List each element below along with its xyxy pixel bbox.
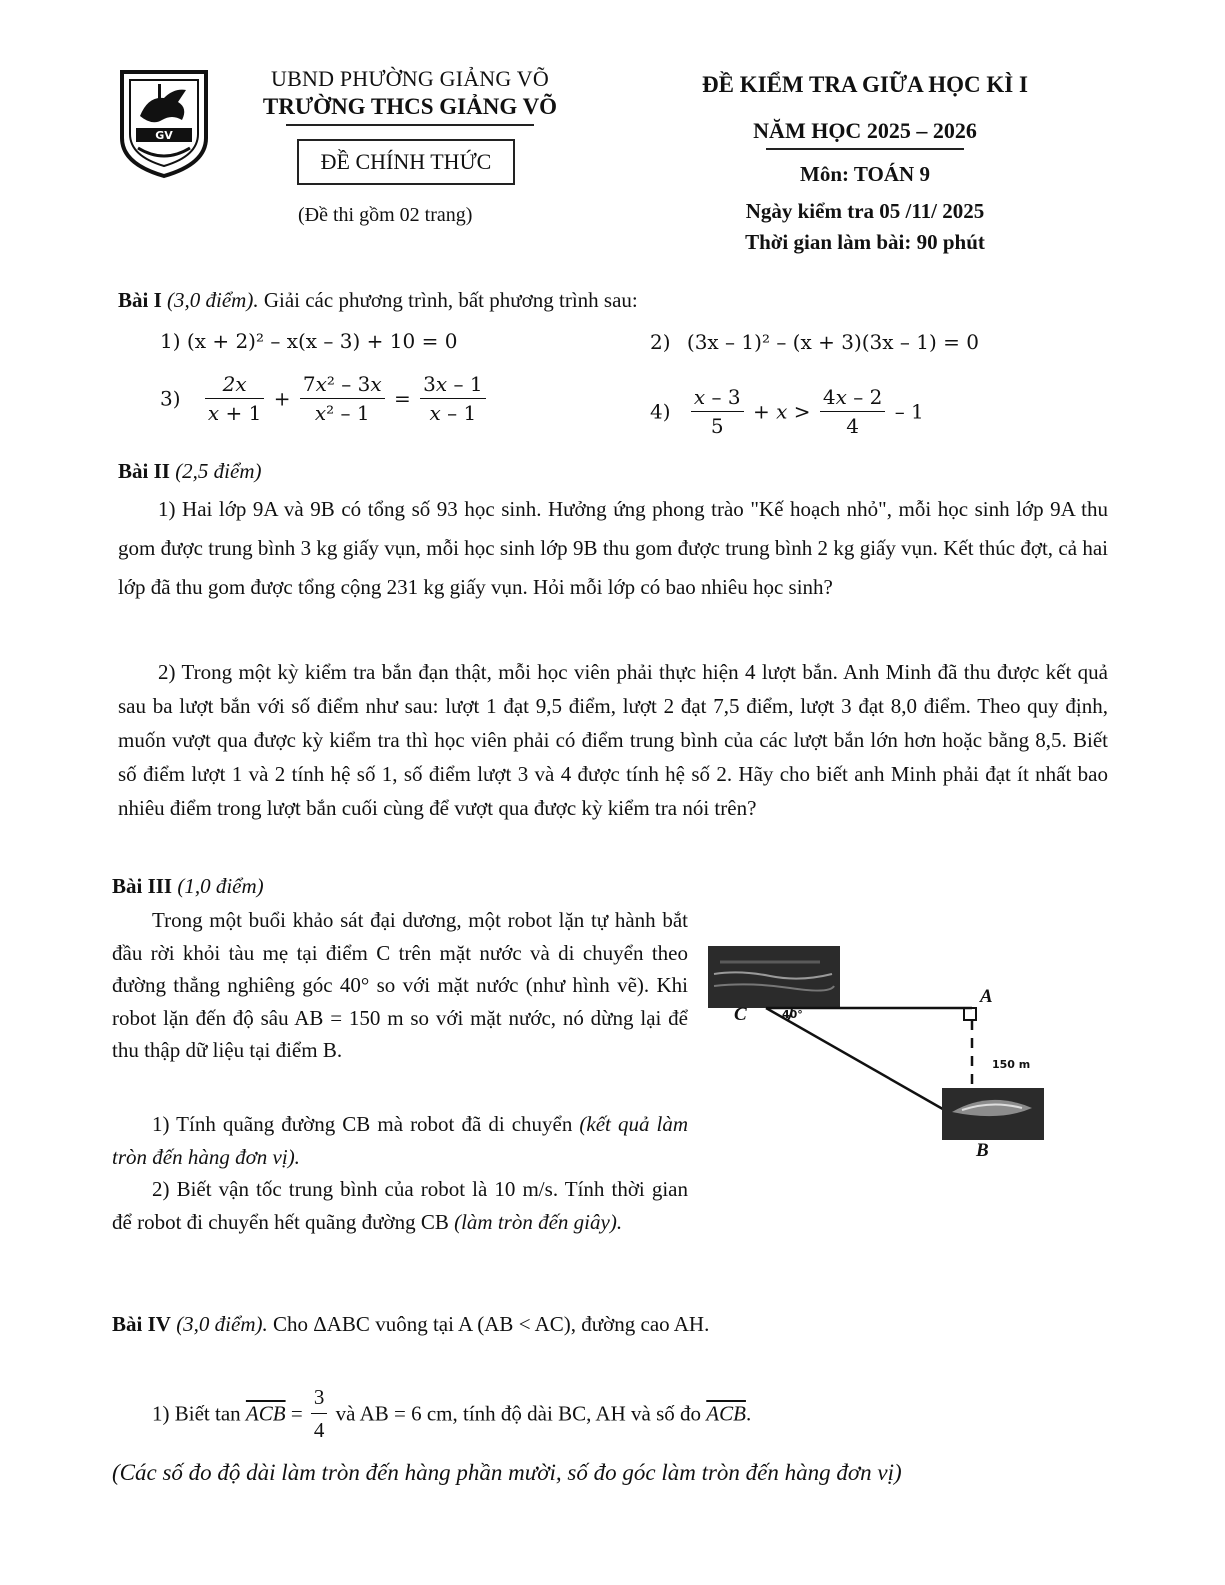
bai3-q1-note: (kết quả làm tròn đến hàng đơn vị). [112,1112,688,1169]
bai4-fraction [311,1383,328,1445]
bai2-label: Bài II [118,459,170,483]
bai2-points: (2,5 điểm) [175,459,262,483]
bai4-statement: Cho ΔABC vuông tại A (AB < AC), đường cao AH. [273,1312,710,1336]
bai4-points: (3,0 điểm). [176,1312,268,1336]
page-count-note: (Đề thi gồm 02 trang) [298,204,473,226]
bai1-points: (3,0 điểm). [167,288,259,312]
bai1-instruction: Giải các phương trình, bất phương trình sau: [263,288,638,312]
bai3-heading [112,872,264,900]
eq3-frac2: $\frac{\text{7x² – 3x}}{\text{x² – 1}}$ [300,372,385,425]
robot-dive-figure [700,940,1060,1170]
official-exam-box: ĐỀ CHÍNH THỨC [297,139,515,185]
bai4-q1-end: . [745,1401,752,1426]
bai3-label: Bài III [112,874,173,898]
bai3-q2-note: (làm tròn đến giây). [454,1209,623,1234]
school-year: NĂM HỌC 2025 – 2026 [753,118,977,143]
label-b: B [976,1140,989,1161]
eq4-frac1: $\frac{x - 3}{5}$ [691,385,744,438]
bai4-frac-num: 3 [311,1383,328,1414]
label-angle: 40° [782,1008,803,1021]
robot-path-line [766,1008,962,1120]
subject: Môn: TOÁN 9 [800,162,930,186]
header-left [230,66,590,126]
label-a: A [980,986,993,1007]
bai3-question2 [112,1173,688,1238]
bai4-q1-angle2: $\overline{ACB}$ [706,1401,746,1426]
eq3-frac1: $\frac{2x}{x + 1}$ [205,372,264,425]
bai4-q1-eq: = [290,1401,303,1426]
authority-name: UBND PHƯỜNG GIẢNG VÕ [271,66,549,91]
right-angle-marker [964,1008,976,1020]
bai4-q1-angle: $\overline{ACB}$ [245,1401,286,1426]
bai1-eq2 [650,330,979,354]
label-depth: 150 m [992,1058,1031,1071]
bai1-eq2-expr: (3x – 1)² – (x + 3)(3x – 1) = 0 [686,330,979,354]
school-name: TRƯỜNG THCS GIẢNG VÕ [262,94,558,119]
label-c: C [734,1004,747,1025]
bai3-points: (1,0 điểm) [177,874,264,898]
bai1-label: Bài I [118,288,162,312]
duration: Thời gian làm bài: 90 phút [745,230,985,254]
bai2-heading [118,457,262,485]
exam-title: ĐỀ KIỂM TRA GIỮA HỌC KÌ I [702,72,1028,97]
bai3-intro: Trong một buổi khảo sát đại dương, một robot lặn tự hành bắt đầu rời khỏi tàu mẹ tại điểm C trên mặt nước và di chuyển theo đường thẳng nghiêng góc 40° so với mặt nước (như hình vẽ). Khi robot lặn đến độ sâu AB = 150 m so với mặt nước, nó dừng lại để thu thập dữ liệu tại điểm B. [112,908,688,1063]
bai3-q2-text: 2) Biết vận tốc trung bình của robot là 10 m/s. Tính thời gian để robot đi chuyển hết quãng đường CB [112,1177,688,1234]
exam-date: Ngày kiểm tra 05 /11/ 2025 [745,199,985,223]
header-right-underline [766,148,964,150]
bai1-eq1: 1) (x + 2)² – x(x – 3) + 10 = 0 [160,329,458,353]
bai4-label: Bài IV [112,1312,171,1336]
bai1-eq4-number: 4) [650,399,671,424]
bai4-heading [112,1310,709,1338]
header-right [660,72,1070,255]
bai4-question1 [152,1383,751,1445]
bai4-q1-prefix: 1) Biết tan [152,1401,241,1426]
eq3-frac3: $\frac{3x - 1}{x - 1}$ [420,372,485,425]
bai4-q1-mid: và AB = 6 cm, tính độ dài BC, AH và số đo [335,1401,702,1426]
bai2-question1: 1) Hai lớp 9A và 9B có tổng số 93 học sinh. Hưởng ứng phong trào "Kế hoạch nhỏ", mỗi học sinh lớp 9A thu gom được trung bình 3 kg giấy vụn, mỗi học sinh lớp 9B thu gom được trung bình 2 kg giấy vụn. Kết thúc đợt, cả hai lớp đã thu gom được tổng cộng 231 kg giấy vụn. Hỏi mỗi lớp có bao nhiêu học sinh? [118,497,1108,599]
bai1-eq2-number: 2) [650,330,671,354]
school-logo [118,68,210,180]
header-left-underline [286,124,534,126]
bai1-eq4: 4) $\frac{x - 3}{5}$ + x > $\frac{4x - 2}{4}$ – 1 [650,385,924,438]
bai2-question2: 2) Trong một kỳ kiểm tra bắn đạn thật, mỗi học viên phải thực hiện 4 lượt bắn. Anh Minh đã thu được kết quả sau ba lượt bắn với số điểm như sau: lượt 1 đạt 9,5 điểm, lượt 2 đạt 7,5 điểm, lượt 3 đạt 8,0 điểm. Theo quy định, muốn vượt qua được kỳ kiểm tra thì học viên phải có điểm trung bình của các lượt bắn lớn hơn hoặc bằng 8,5. Biết số điểm lượt 1 và 2 tính hệ số 1, số điểm lượt 3 và 4 được tính hệ số 2. Hãy cho biết anh Minh phải đạt ít nhất bao nhiêu điểm trong lượt bắn cuối cùng để vượt qua được kỳ kiểm tra nói trên? [118,660,1108,821]
svg-text:GV: GV [155,129,173,142]
bai1-heading [118,286,638,314]
eq4-frac2: $\frac{4x - 2}{4}$ [820,385,885,438]
bai1-eq3-number: 3) [160,386,181,411]
bai4-frac-den: 4 [313,1418,325,1443]
bai3-question1 [112,1108,688,1173]
bai1-eq3: 3) $\frac{2x}{x + 1}$ + $\frac{\text{7x² – 3x}}{\text{x² – 1}}$ = $\frac{3x - 1}{x - 1}$ [160,372,489,425]
bai4-rounding-note: (Các số đo độ dài làm tròn đến hàng phần mười, số đo góc làm tròn đến hàng đơn vị) [112,1460,902,1485]
bai3-q1-text: 1) Tính quãng đường CB mà robot đã di chuyển [152,1112,573,1136]
